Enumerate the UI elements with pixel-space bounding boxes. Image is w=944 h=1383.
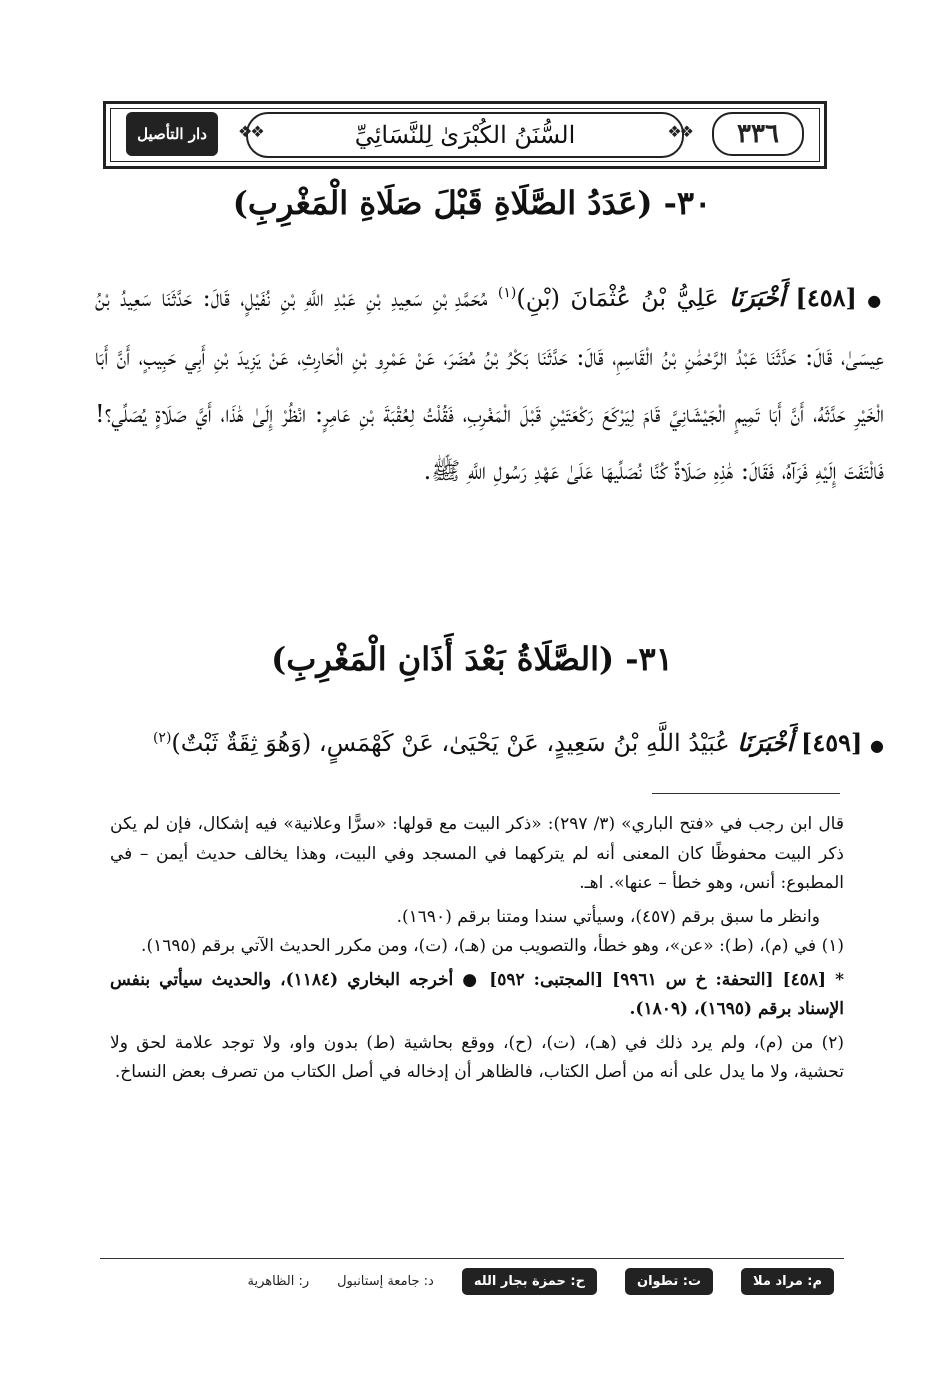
footnote-divider xyxy=(652,793,840,794)
hadith-paragraph xyxy=(95,265,884,500)
bullet-icon: ● xyxy=(870,736,884,755)
bottom-divider xyxy=(100,1258,844,1259)
page-number: ٣٣٦ xyxy=(712,112,804,156)
source-hamza-bijarallah: ح: حمزة بجار الله xyxy=(462,1268,597,1295)
chain-ornament-icon: ❖❖ xyxy=(667,122,692,141)
takhrij-note: * [٤٥٨] [التحفة: خ س ٩٩٦١] [المجتبى: ٥٩٢] ● أخرجه البخاري (١١٨٤)، والحديث سيأتي بنفس الإسناد برقم (١٦٩٥)، (١٨٠٩). xyxy=(110,969,845,1019)
hadith-number: [٤٥٩] xyxy=(801,728,863,757)
source-zahiriyya: ر: الظاهرية xyxy=(247,1273,310,1289)
isnad-text: عَلِيُّ بْنُ عُثْمَانَ (بْنِ) xyxy=(516,284,719,312)
publisher-logo: دار التأصيل xyxy=(126,112,218,156)
page-number-ornament xyxy=(698,110,818,158)
hadith-text: مُحَمَّدِ بْنِ سَعِيدِ بْنِ عَبْدِ اللَّهِ بْنِ نُفَيْلٍ، قَالَ: حَدَّثَنَا سَعِيدُ بْنُ عِيسَىٰ، قَالَ: حَدَّثَنَا عَبْدُ الرَّحْمَٰنِ بْنُ الْقَاسِمِ، قَالَ: حَدَّثَنَا بَكْرُ بْنُ مُضَرَ، عَنْ عَمْرِو بْنِ الْحَارِثِ، عَنْ يَزِيدَ بْنِ أَبِي حَبِيبٍ، أَنَّ أَبَا الْخَيْرِ حَدَّثَهُ، أَنَّ أَبَا تَمِيمٍ الْجَيْشَانِيَّ قَامَ لِيَرْكَعَ رَكْعَتَيْنِ قَبْلَ الْمَغْرِبِ، فَقُلْتُ لِعُقْبَةَ بْنِ عَامِرٍ: انْظُرْ إِلَىٰ هَٰذَا، أَيَّ صَلَاةٍ يُصَلِّي؟! فَالْتَفَتَ إِلَيْهِ فَرَآهُ، فَقَالَ: هَٰذِهِ صَلَاةٌ كُنَّا نُصَلِّيهَا عَلَىٰ عَهْدِ رَسُولِ اللَّهِ ﷺ. xyxy=(95,284,884,485)
chapter-heading: ٣١- (الصَّلَاةُ بَعْدَ أَذَانِ الْمَغْرِبِ) xyxy=(271,640,673,678)
hadith-paragraph xyxy=(95,710,884,774)
source-murad-molla: م: مراد ملا xyxy=(741,1268,834,1295)
narration-opening: أَخْبَرَنَا xyxy=(737,728,794,757)
footnote-2: (٢) من (م)، ولم يرد ذلك في (هـ)، (ت)، (ح)، ووقع بحاشية (ط) بدون واو، ولا توجد علامة لحق ولا تحشية، ولا ما يدل على أنه من أصل الكتاب، فالظاهر أن إدخاله في أصل الكتاب من تصرف بعض النساخ. xyxy=(110,1032,844,1082)
source-istanbul-university: د: جامعة إستانبول xyxy=(337,1273,434,1289)
chain-ornament-icon: ❖❖ xyxy=(238,122,263,141)
footnote-continuation: قال ابن رجب في «فتح الباري» (٣/ ٢٩٧): «ذكر البيت مع قولها: «سرًّا وعلانية» فيه إشكال، فإن لم يكن ذكر البيت محفوظًا كان المعنى أنه لم يتركهما في المسجد وفي البيت، وهذا يخالف حديث أيمن – في المطبوع: أنس، وهو خطأ – عنها». اهـ. xyxy=(110,814,844,893)
hadith-number: [٤٥٨] xyxy=(795,283,857,312)
footnotes xyxy=(110,810,844,1092)
manuscript-sources xyxy=(110,1266,834,1296)
publisher-logo-ornament xyxy=(112,110,232,158)
source-tetouan: ت: تطوان xyxy=(625,1268,713,1295)
page-header-banner xyxy=(103,101,827,169)
footnote-1: (١) في (م)، (ط): «عن»، وهو خطأ، والتصويب من (هـ)، (ت)، ومن مكرر الحديث الآتي برقم (١٦٩٥). xyxy=(141,936,844,956)
bullet-icon: ● xyxy=(867,291,884,310)
isnad-text: عُبَيْدُ اللَّهِ بْنُ سَعِيدٍ، عَنْ يَحْيَىٰ، عَنْ كَهْمَسٍ، (وَهُوَ ثِقَةٌ ثَبْتٌ) xyxy=(171,729,730,757)
narration-opening: أَخْبَرَنَا xyxy=(729,283,786,312)
book-title: السُّنَنُ الكُبْرَىٰ لِلنَّسَائِيِّ xyxy=(246,112,684,158)
footnote-marker[interactable]: (١) xyxy=(497,285,517,301)
footnote-marker[interactable]: (٢) xyxy=(152,730,172,746)
footnote-continuation: وانظر ما سبق برقم (٤٥٧)، وسيأتي سندا ومتنا برقم (١٦٩٠). xyxy=(396,906,820,927)
chapter-heading: ٣٠- (عَدَدُ الصَّلَاةِ قَبْلَ صَلَاةِ الْمَغْرِبِ) xyxy=(232,184,712,222)
